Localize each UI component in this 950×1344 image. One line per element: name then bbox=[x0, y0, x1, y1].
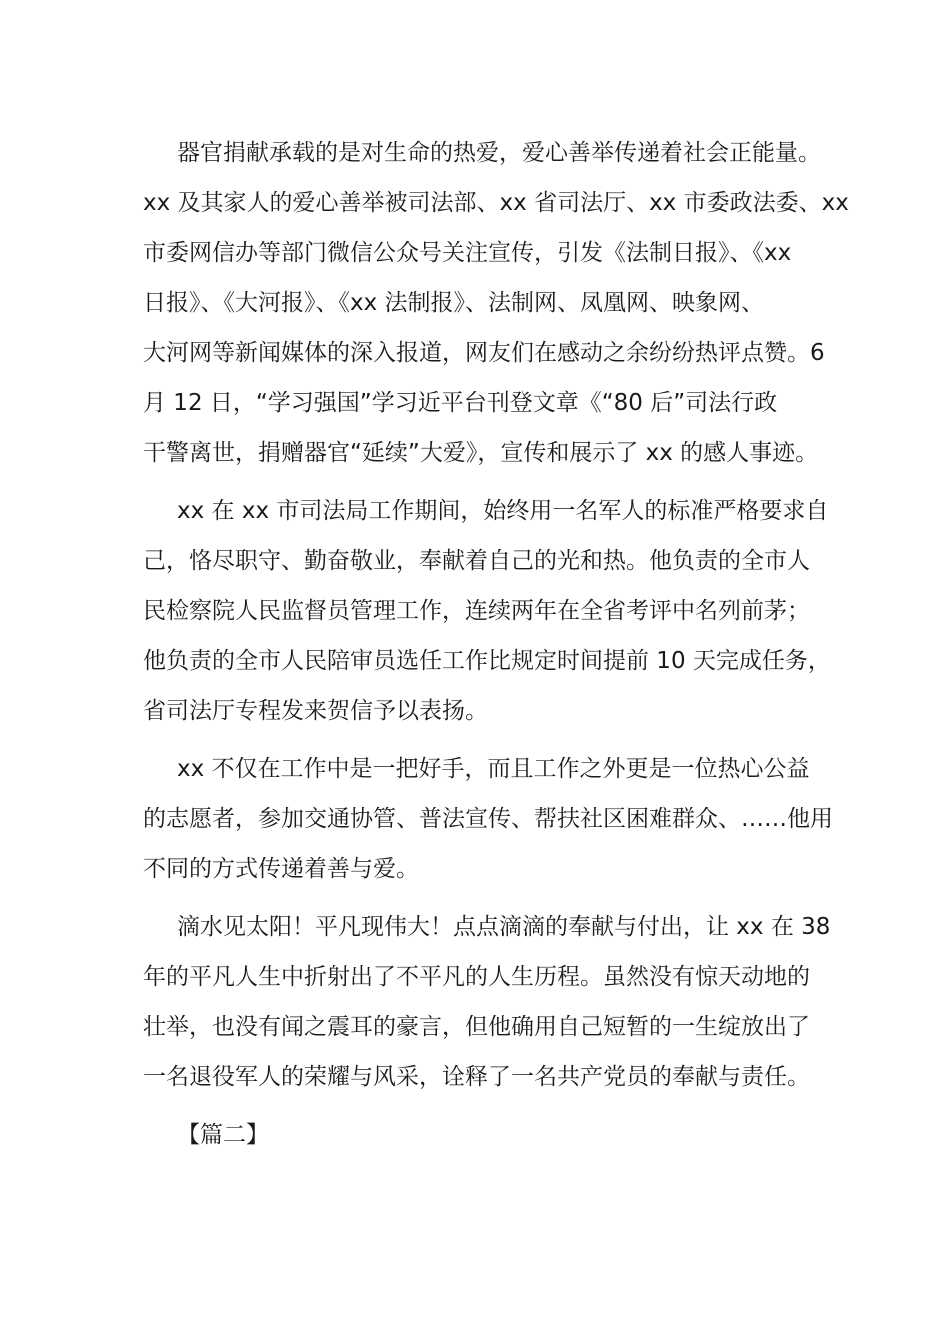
text-line: 壮举，也没有闻之震耳的豪言，但他确用自己短暂的一生绽放出了 bbox=[143, 1014, 810, 1040]
text-line: 月 12 日，“学习强国”学习近平台刊登文章《“80 后”司法行政 bbox=[143, 390, 778, 416]
text-line: 器官捐献承载的是对生命的热爱，爱心善举传递着社会正能量。 bbox=[177, 140, 821, 166]
text-line: 民检察院人民监督员管理工作，连续两年在全省考评中名列前茅； bbox=[143, 598, 810, 624]
text-line: 不同的方式传递着善与爱。 bbox=[143, 856, 419, 882]
text-line: 他负责的全市人民陪审员选任工作比规定时间提前 10 天完成任务， bbox=[143, 648, 831, 674]
text-line: xx 在 xx 市司法局工作期间，始终用一名军人的标准严格要求自 bbox=[177, 498, 829, 524]
text-line: 市委网信办等部门微信公众号关注宣传，引发《法制日报》、《xx bbox=[143, 240, 792, 266]
section-heading: 【篇二】 bbox=[177, 1122, 269, 1148]
text-line: 一名退役军人的荣耀与风采，诠释了一名共产党员的奉献与责任。 bbox=[143, 1064, 810, 1090]
paragraph-1 bbox=[143, 128, 849, 478]
text-line: 滴水见太阳！平凡现伟大！点点滴滴的奉献与付出，让 xx 在 38 bbox=[177, 914, 831, 940]
text-line: 己，恪尽职守、勤奋敬业，奉献着自己的光和热。他负责的全市人 bbox=[143, 548, 810, 574]
paragraph-3 bbox=[143, 744, 833, 894]
text-line: 日报》、《大河报》、《xx 法制报》、法制网、凤凰网、映象网、 bbox=[143, 290, 765, 316]
text-line: xx 及其家人的爱心善举被司法部、xx 省司法厅、xx 市委政法委、xx bbox=[143, 190, 849, 216]
paragraph-2 bbox=[143, 486, 831, 736]
text-line: 干警离世，捐赠器官“延续”大爱》，宣传和展示了 xx 的感人事迹。 bbox=[143, 440, 819, 466]
text-line: 大河网等新闻媒体的深入报道，网友们在感动之余纷纷热评点赞。6 bbox=[143, 340, 825, 366]
paragraph-4 bbox=[143, 902, 831, 1102]
text-line: 的志愿者，参加交通协管、普法宣传、帮扶社区困难群众、……他用 bbox=[143, 806, 833, 832]
text-line: 年的平凡人生中折射出了不平凡的人生历程。虽然没有惊天动地的 bbox=[143, 964, 810, 990]
document-body bbox=[143, 128, 849, 1160]
text-line: 省司法厅专程发来贺信予以表扬。 bbox=[143, 698, 488, 724]
text-line: xx 不仅在工作中是一把好手，而且工作之外更是一位热心公益 bbox=[177, 756, 810, 782]
